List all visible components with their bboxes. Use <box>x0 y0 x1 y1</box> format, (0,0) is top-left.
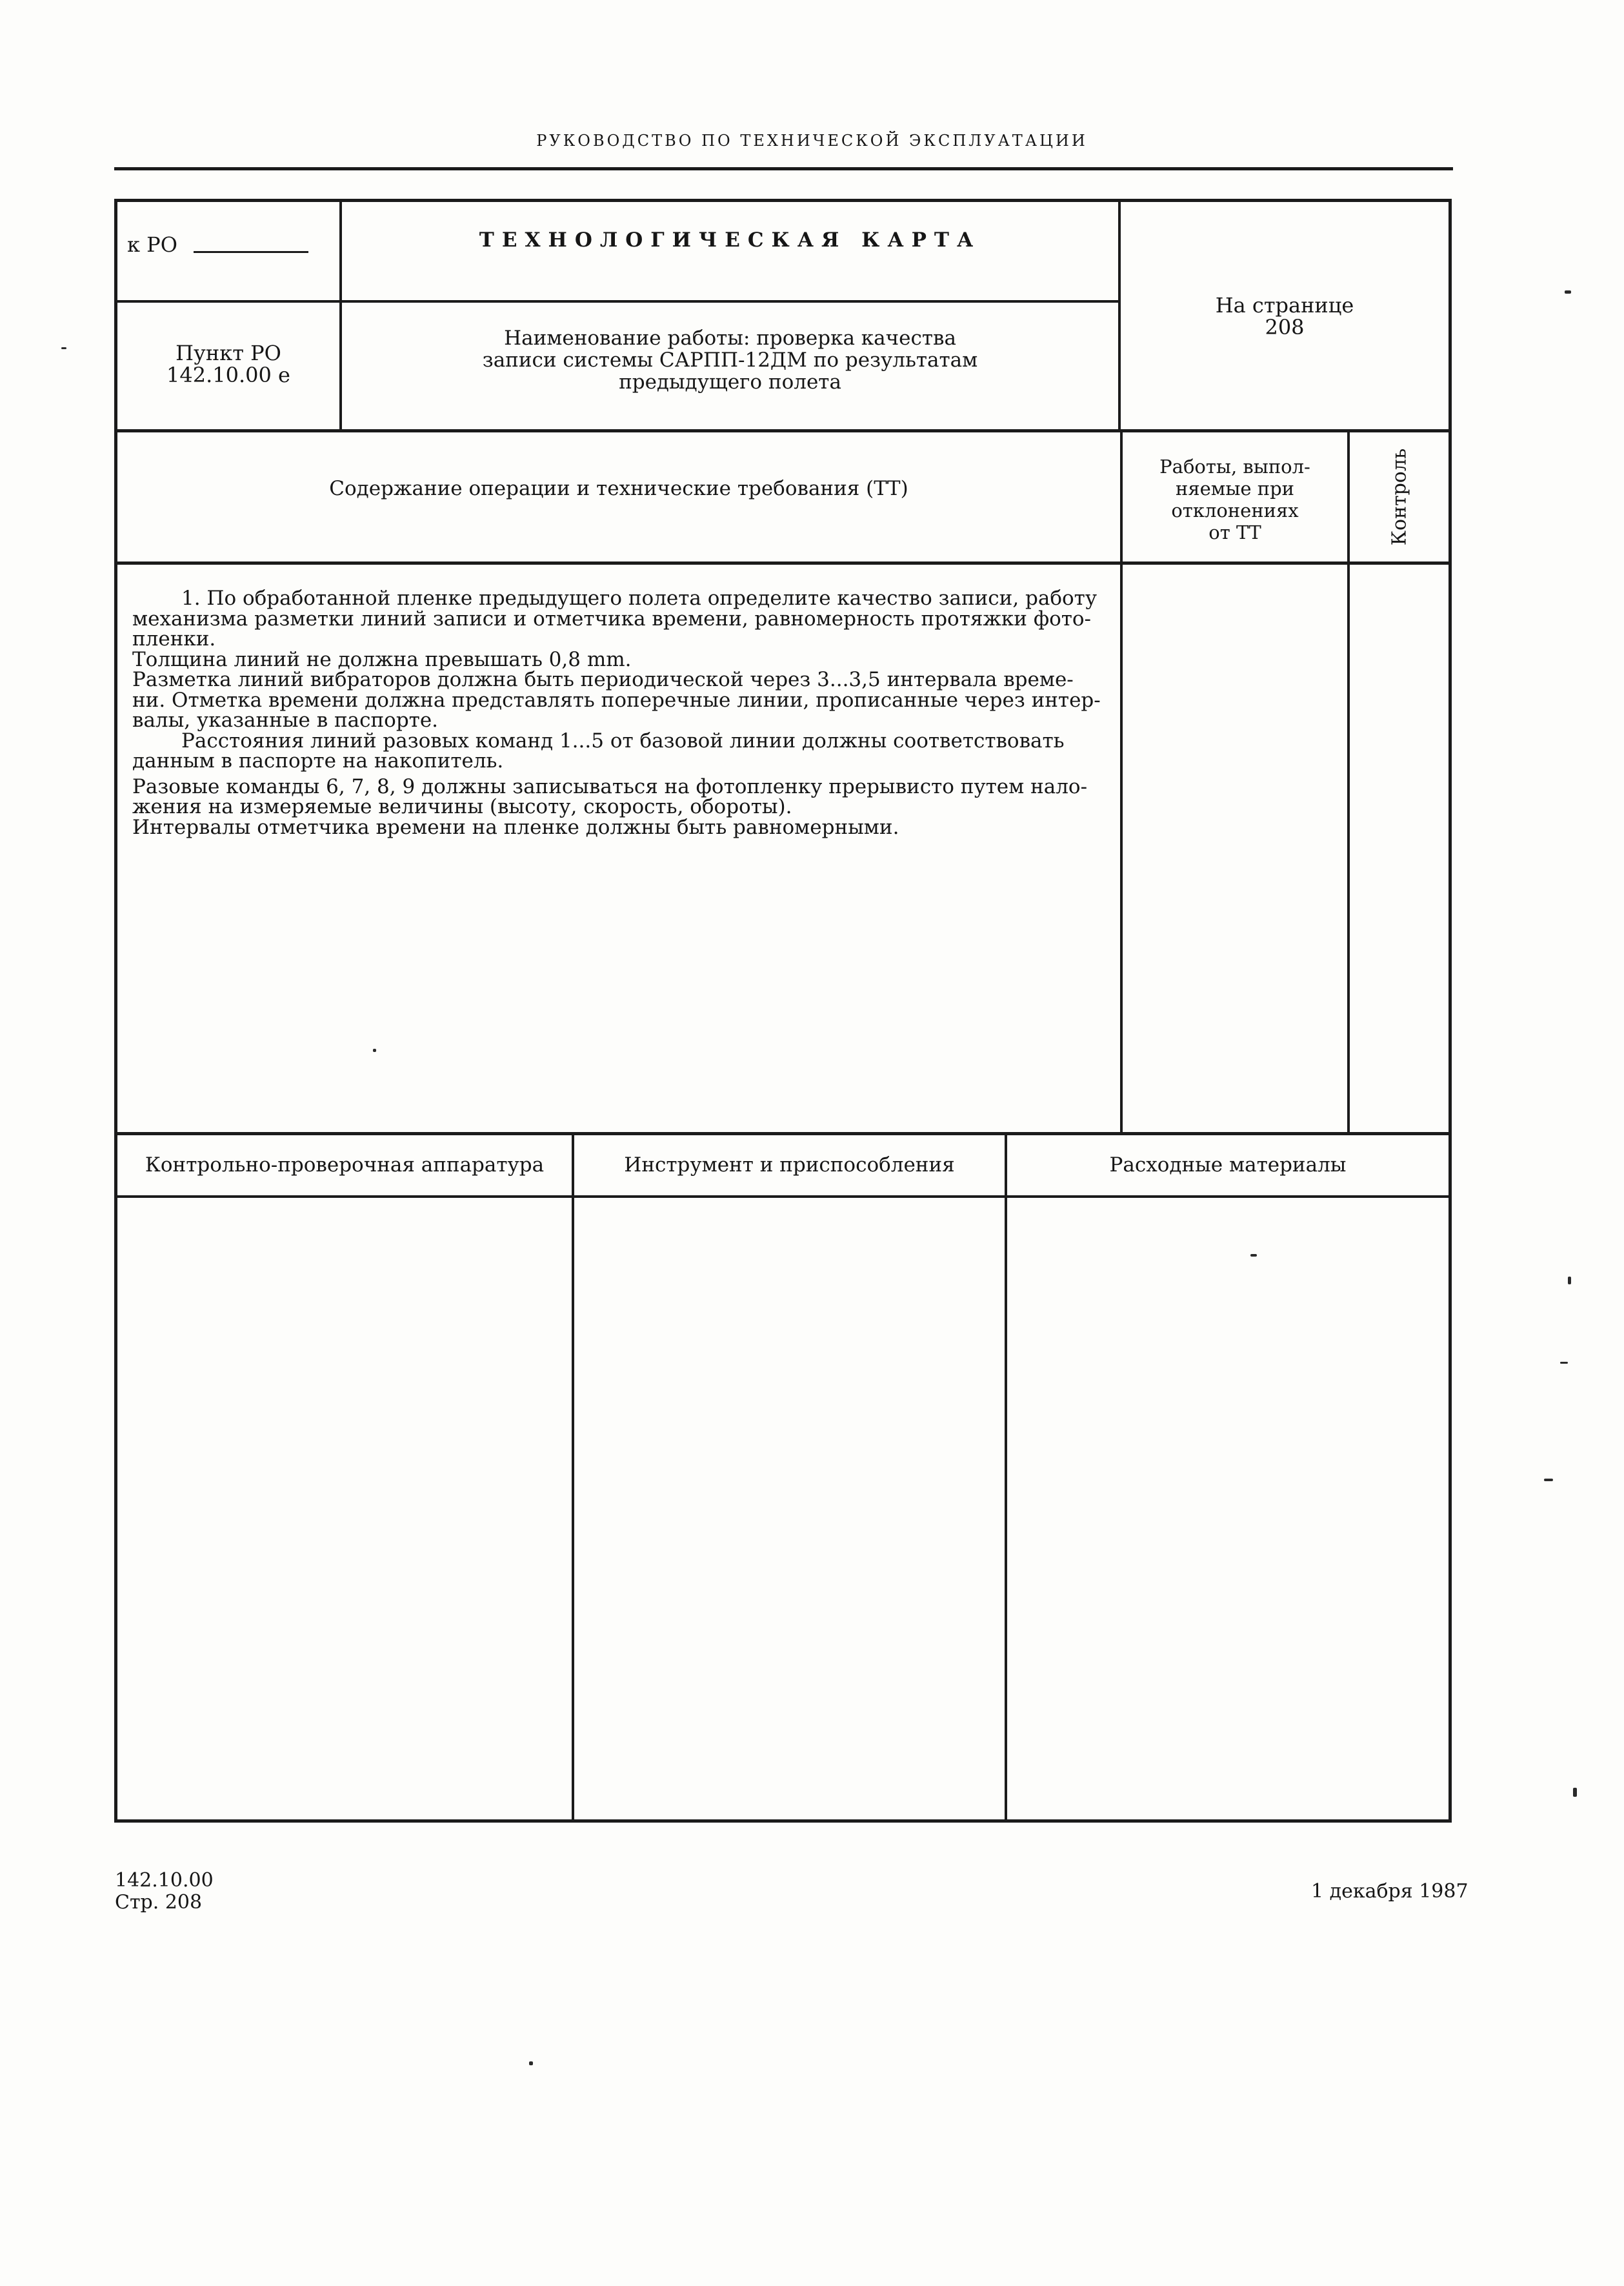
op-p6: Интервалы отметчика времени на пленке должны быть равномерными. <box>132 815 899 839</box>
deviation-line-3: отклонениях <box>1171 500 1299 521</box>
scan-speck <box>529 2061 533 2065</box>
op-p4-line-1: Расстояния линий разовых команд 1...5 от базовой линии должны соответствовать <box>181 729 1065 753</box>
footer-left <box>115 1870 214 1914</box>
op-p3-line-1: Разметка линий вибраторов должна быть периодической через 3...3,5 интервала време- <box>132 668 1074 691</box>
ref-ro-label <box>127 234 177 256</box>
frame-bottom <box>114 1819 1452 1823</box>
control-label: Контроль <box>1388 448 1410 546</box>
rule-equip-head-bottom <box>114 1195 1452 1198</box>
rule-v-equip-2 <box>1005 1132 1007 1821</box>
rule-equip-top <box>114 1132 1452 1135</box>
deviation-line-1: Работы, выпол- <box>1159 456 1310 478</box>
operation-text <box>132 589 1107 838</box>
footer-code: 142.10.00 <box>115 1869 214 1892</box>
deviation-line-2: няемые при <box>1175 478 1295 500</box>
deviation-column-header <box>1123 456 1347 543</box>
document-header: РУКОВОДСТВО ПО ТЕХНИЧЕСКОЙ ЭКСПЛУАТАЦИИ <box>536 132 1088 150</box>
page-reference <box>1121 294 1449 338</box>
work-name <box>342 327 1118 393</box>
frame-left <box>114 199 117 1823</box>
footer-page: Стр. 208 <box>115 1891 203 1914</box>
work-name-line-1: Наименование работы: проверка качества <box>504 327 956 350</box>
content-column-header: Содержание операции и технические требования (ТТ) <box>329 477 908 500</box>
op-p1-line-1: 1. По обработанной пленке предыдущего полета определите качество записи, работу <box>181 587 1098 610</box>
scan-speck <box>373 1049 376 1052</box>
ref-ro-blank-line <box>194 251 308 253</box>
rule-colhead-bottom <box>114 561 1452 565</box>
frame-top <box>114 199 1452 202</box>
footer-date: 1 декабря 1987 <box>1311 1880 1469 1903</box>
scan-speck <box>1560 1362 1568 1364</box>
op-p2: Толщина линий не должна превышать 0,8 mm. <box>132 647 632 671</box>
scan-speck <box>1565 290 1571 294</box>
card-title: ТЕХНОЛОГИЧЕСКАЯ КАРТА <box>479 228 981 252</box>
frame-right <box>1449 199 1452 1823</box>
rule-header-split <box>114 300 1121 303</box>
equipment-header-apparatus: Контрольно-проверочная аппаратура <box>145 1153 545 1177</box>
punkt-label: Пункт РО <box>175 341 281 365</box>
header-rule <box>114 167 1453 170</box>
scan-speck <box>1250 1254 1257 1257</box>
deviation-line-4: от ТТ <box>1208 521 1261 543</box>
op-p1-line-2: механизма разметки линий записи и отметчика времени, равномерность протяжки фото- <box>132 607 1092 631</box>
punkt-ro <box>117 342 339 386</box>
op-p5-line-2: жения на измеряемые величины (высоту, скорость, обороты). <box>132 795 792 818</box>
op-p3-line-2: ни. Отметка времени должна представлять поперечные линии, прописанные через интер- <box>132 688 1101 712</box>
work-name-line-3: предыдущего полета <box>619 370 841 394</box>
op-p3-line-3: валы, указанные в паспорте. <box>132 709 439 732</box>
scan-speck <box>1544 1479 1553 1481</box>
equipment-header-tools: Инструмент и приспособления <box>624 1153 955 1177</box>
op-p4-line-2: данным в паспорте на накопитель. <box>132 749 504 773</box>
ref-ro-text: к РО <box>127 232 177 257</box>
work-name-line-2: записи системы САРПП-12ДМ по результатам <box>482 349 978 372</box>
page-label: На странице <box>1215 293 1354 318</box>
punkt-number: 142.10.00 е <box>166 363 290 387</box>
page-number: 208 <box>1265 315 1305 339</box>
control-column-header <box>1350 432 1449 561</box>
equipment-header-materials: Расходные материалы <box>1109 1153 1347 1177</box>
op-p1-line-3: пленки. <box>132 627 216 651</box>
rule-header-bottom <box>114 429 1452 432</box>
scan-speck <box>1573 1788 1577 1797</box>
rule-v-equip-1 <box>572 1132 574 1821</box>
scan-speck <box>1568 1277 1571 1284</box>
op-p5-line-1: Разовые команды 6, 7, 8, 9 должны записываться на фотопленку прерывисто путем нало- <box>132 774 1088 798</box>
scan-speck <box>61 347 66 349</box>
